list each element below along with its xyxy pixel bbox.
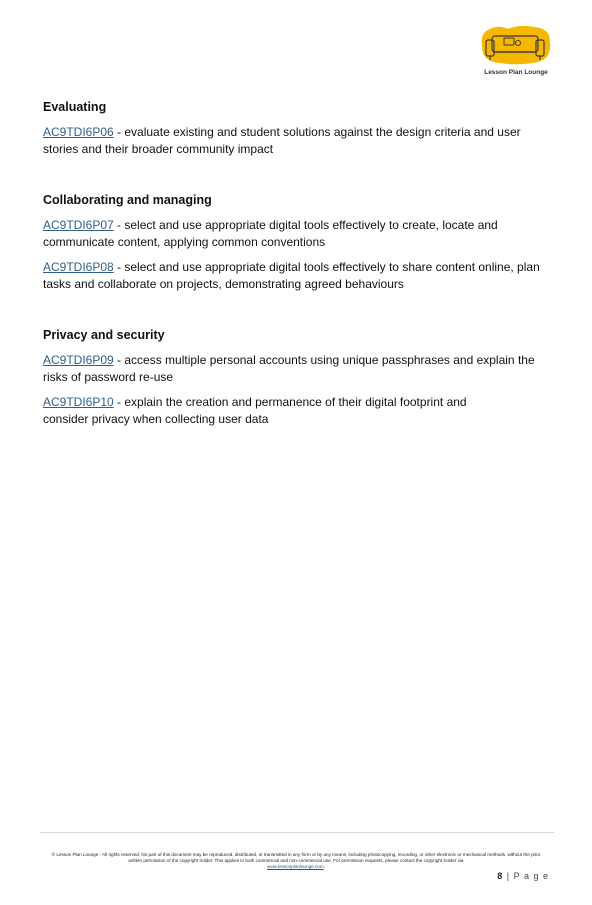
- page-word: P a g e: [513, 871, 549, 881]
- logo-label: Lesson Plan Lounge: [484, 69, 548, 76]
- couch-icon: [478, 24, 554, 68]
- curriculum-item: [43, 124, 558, 158]
- section-heading: Evaluating: [43, 100, 107, 114]
- page-number: [497, 871, 549, 881]
- curriculum-code-link[interactable]: AC9TDI6P09: [43, 353, 114, 367]
- footer-divider: [40, 832, 554, 833]
- page-separator: |: [506, 871, 511, 881]
- curriculum-description: - explain the creation and permanence of their digital footprint and consider privacy when collecting user data: [43, 395, 467, 426]
- curriculum-code-link[interactable]: AC9TDI6P06: [43, 125, 114, 139]
- curriculum-item: [43, 352, 558, 386]
- link-suffix: .: [323, 864, 325, 870]
- curriculum-code-link[interactable]: AC9TDI6P10: [43, 395, 114, 409]
- curriculum-item: [43, 217, 558, 251]
- lesson-plan-lounge-logo: [478, 24, 554, 80]
- section-heading: Privacy and security: [43, 328, 165, 342]
- section-heading: Collaborating and managing: [43, 193, 212, 207]
- section-privacy-and-security: [43, 328, 558, 436]
- section-collaborating-and-managing: [43, 193, 558, 301]
- page-number-value: 8: [497, 871, 504, 881]
- curriculum-description: - select and use appropriate digital tools effectively to create, locate and communicate content, applying common conventions: [43, 218, 498, 249]
- curriculum-description: - select and use appropriate digital tools effectively to share content online, plan tasks and collaborate on projects, demonstrating agreed behaviours: [43, 260, 540, 291]
- curriculum-code-link[interactable]: AC9TDI6P08: [43, 260, 114, 274]
- copyright-text: © Lesson Plan Lounge - All rights reserved. No part of this document may be reproduced, distributed, or transmitted in any form or by any means, including photocopying, recording, or other electronic or mechanical methods, without the prior written permission of the copyright holder. This applies to both commercial and non-commercial use. For permission requests, please contact the copyright holder via: [51, 852, 541, 864]
- curriculum-description: - evaluate existing and student solutions against the design criteria and user stories and their broader community impact: [43, 125, 521, 156]
- curriculum-item: [43, 259, 558, 293]
- curriculum-item: [43, 394, 483, 428]
- website-link[interactable]: www.lessonplanlounge.com: [267, 864, 324, 870]
- copyright-notice: [46, 852, 546, 871]
- curriculum-code-link[interactable]: AC9TDI6P07: [43, 218, 114, 232]
- curriculum-description: - access multiple personal accounts using unique passphrases and explain the risks of password re-use: [43, 353, 535, 384]
- section-evaluating: [43, 100, 558, 166]
